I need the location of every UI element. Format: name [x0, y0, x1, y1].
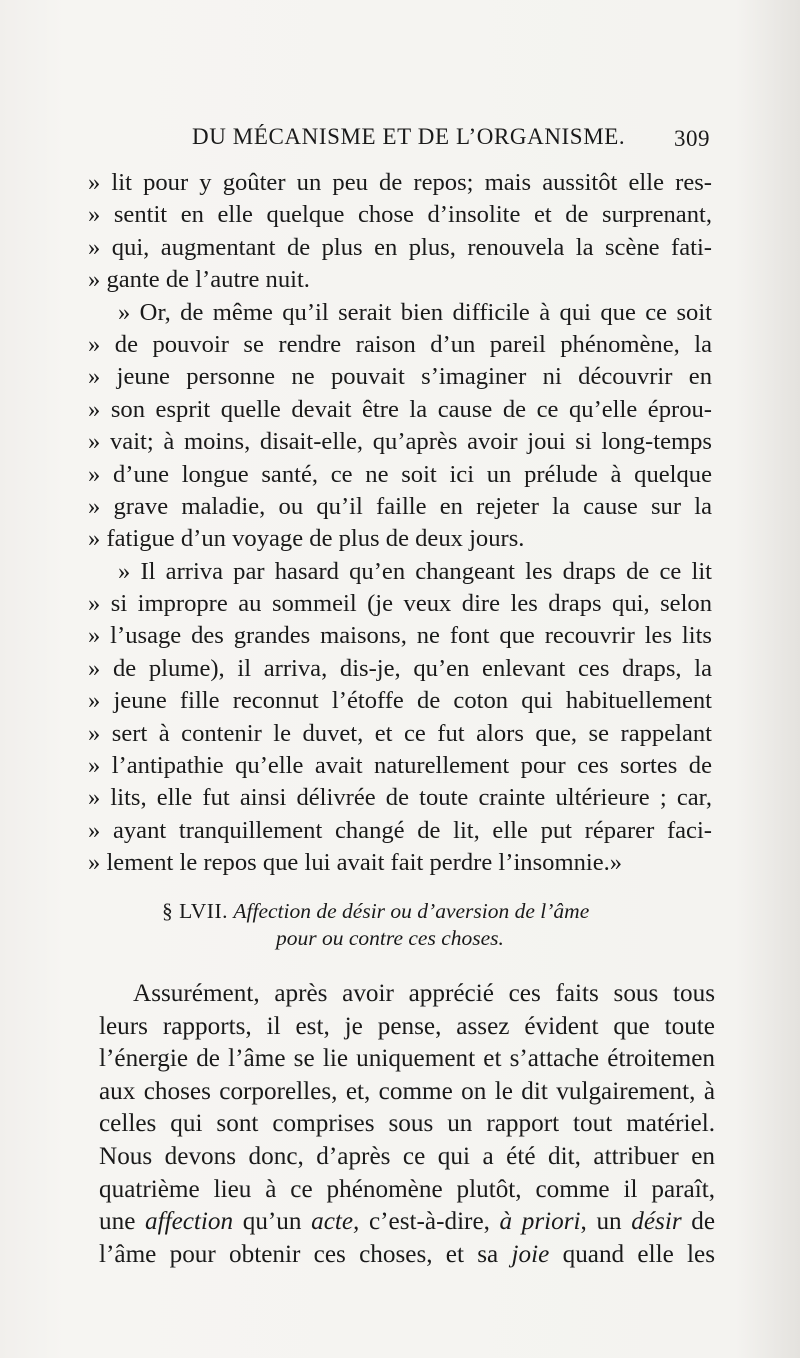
text-run: l’âme pour obtenir ces choses, et sa: [99, 1240, 499, 1268]
text-line: » gante de l’autre nuit.: [88, 266, 310, 294]
emphasis-acte: acte,: [311, 1208, 360, 1236]
section-heading-line-1: [96, 898, 720, 925]
text-line: » de plume), il arriva, dis-je, qu’en enlevant ces draps, la: [88, 654, 712, 682]
text-run: de: [691, 1208, 715, 1236]
page-number: 309: [674, 126, 710, 151]
text-line: » lement le repos que lui avait fait perdre l’insomnie.»: [88, 849, 623, 877]
text-line: » ayant tranquillement changé de lit, elle put réparer faci-: [88, 816, 712, 844]
text-line: [99, 1206, 715, 1239]
section-number: § LVII.: [162, 899, 229, 923]
text-line: Nous devons donc, d’après ce qui a été dit, attribuer en: [99, 1142, 715, 1170]
section-heading: [96, 898, 720, 952]
text-line: » jeune personne ne pouvait s’imaginer ni découvrir en: [88, 363, 712, 391]
text-line: » Or, de même qu’il serait bien difficile à qui que ce soit: [118, 298, 712, 326]
text-line: » l’antipathie qu’elle avait naturellement pour ces sortes de: [88, 752, 712, 780]
text-line: » d’une longue santé, ce ne soit ici un prélude à quelque: [88, 460, 712, 488]
text-line: » jeune fille reconnut l’étoffe de coton qui habituellement: [88, 687, 712, 715]
page-header: [96, 124, 714, 160]
text-line: celles qui sont comprises sous un rapport tout matériel.: [99, 1110, 715, 1138]
text-run: , un: [580, 1208, 622, 1236]
text-line: » vait; à moins, disait-elle, qu’après avoir joui si long-temps: [88, 428, 712, 456]
text-line: » Il arriva par hasard qu’en changeant les draps de ce lit: [118, 557, 712, 585]
text-line: » grave maladie, ou qu’il faille en rejeter la cause sur la: [88, 492, 712, 520]
text-line: » sert à contenir le duvet, et ce fut alors que, se rappelant: [88, 719, 712, 747]
text-line: [99, 1239, 715, 1272]
text-line: l’énergie de l’âme se lie uniquement et s’attache étroitemen: [99, 1045, 715, 1073]
text-run: une: [99, 1208, 136, 1236]
emphasis-a-priori: à priori: [499, 1208, 581, 1236]
text-line: » l’usage des grandes maisons, ne font que recouvrir les lits: [88, 622, 712, 650]
body-paragraph: [99, 978, 715, 1271]
running-title: DU MÉCANISME ET DE L’ORGANISME.: [192, 124, 626, 149]
text-run: c’est-à-dire,: [368, 1208, 490, 1236]
emphasis-affection: affection: [144, 1208, 234, 1236]
text-run: quand elle les: [562, 1240, 715, 1268]
section-title-part-2: pour ou contre ces choses.: [276, 926, 504, 950]
quoted-passage: [88, 167, 712, 880]
text-line: Assurément, après avoir apprécié ces faits sous tous: [133, 980, 715, 1007]
text-line: » lit pour y goûter un peu de repos; mais aussitôt elle res-: [88, 169, 712, 196]
text-line: » si impropre au sommeil (je veux dire les draps qui, selon: [88, 590, 712, 618]
text-line: quatrième lieu à ce phénomène plutôt, comme il paraît,: [99, 1175, 715, 1203]
text-line: » son esprit quelle devait être la cause de ce qu’elle éprou-: [88, 395, 712, 423]
text-line: leurs rapports, il est, je pense, assez évident que toute: [99, 1012, 715, 1040]
emphasis-desir: désir: [631, 1208, 682, 1236]
text-line: » fatigue d’un voyage de plus de deux jours.: [88, 525, 525, 553]
emphasis-joie: joie: [511, 1240, 550, 1268]
text-line: » sentit en elle quelque chose d’insolite et de surprenant,: [88, 201, 712, 229]
text-line: » lits, elle fut ainsi délivrée de toute crainte ultérieure ; car,: [88, 784, 712, 812]
text-line: » de pouvoir se rendre raison d’un pareil phénomène, la: [88, 330, 712, 358]
text-run: qu’un: [242, 1208, 302, 1236]
text-line: aux choses corporelles, et, comme on le dit vulgairement, à: [99, 1077, 715, 1105]
text-line: » qui, augmentant de plus en plus, renouvela la scène fati-: [88, 233, 712, 261]
section-title-part-1: Affection de désir ou d’aversion de l’âme: [233, 899, 590, 923]
